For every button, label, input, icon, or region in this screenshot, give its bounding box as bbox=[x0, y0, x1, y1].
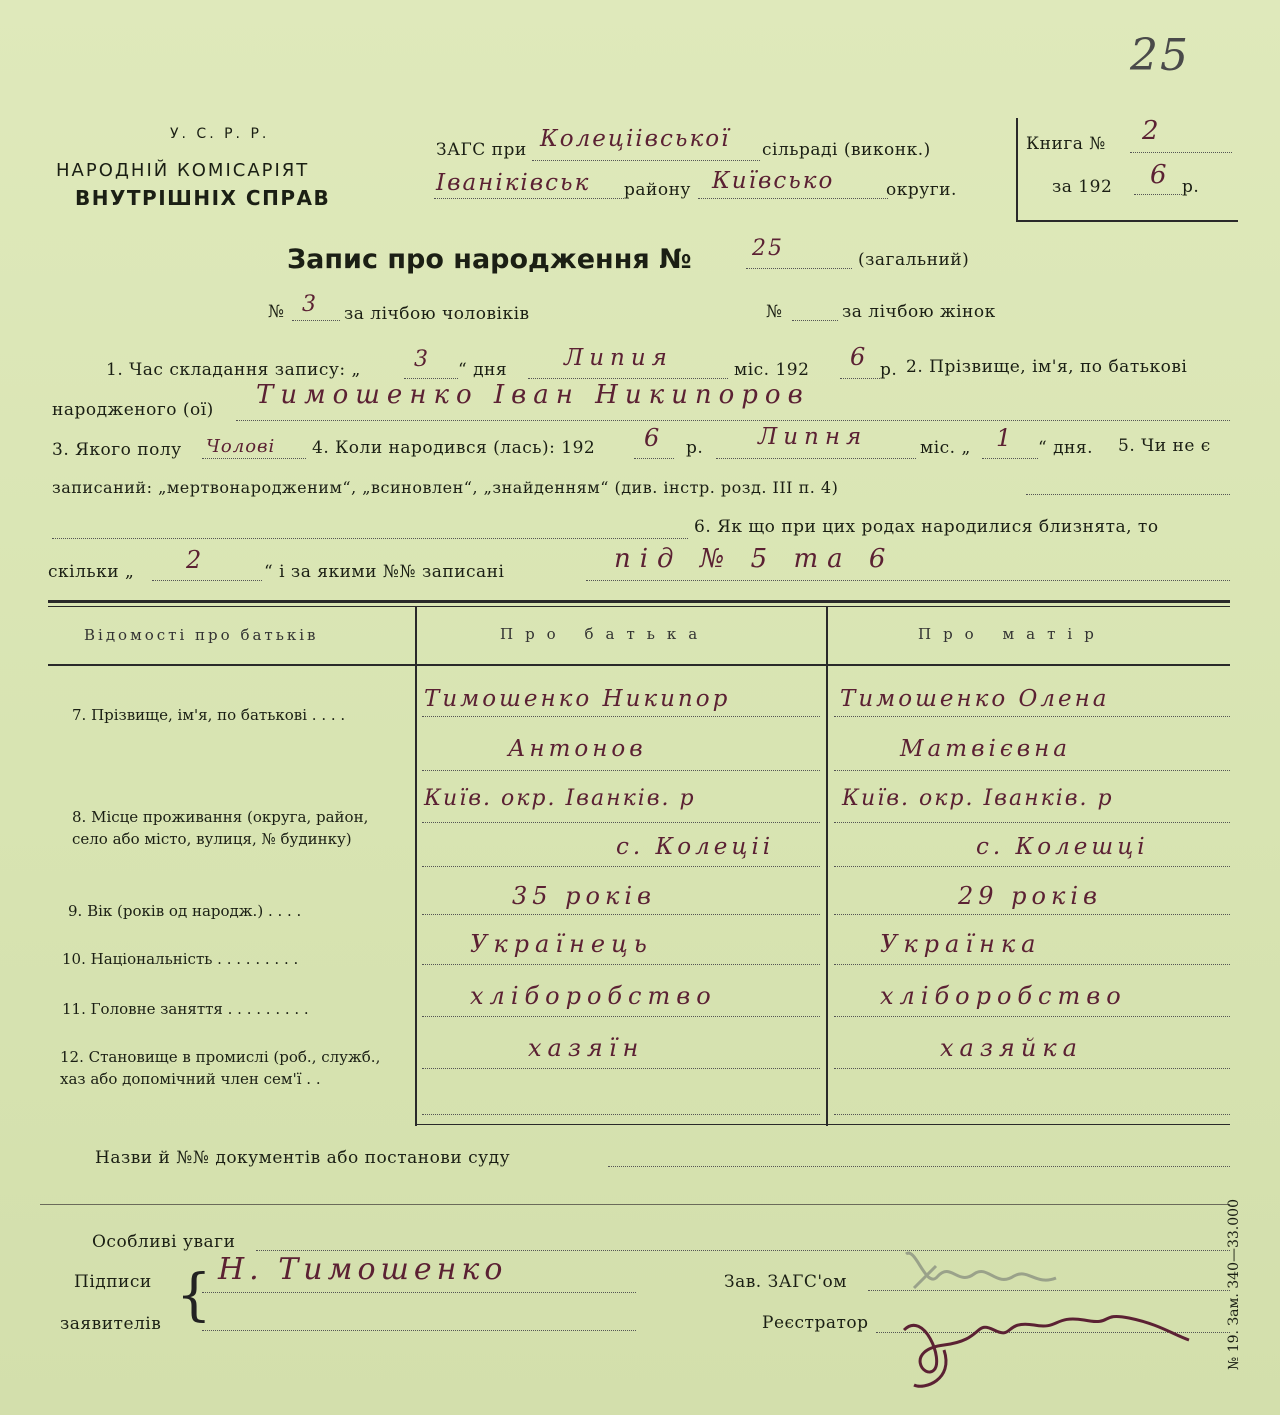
notes-label: Особливі уваги bbox=[92, 1232, 236, 1252]
women-number-line bbox=[792, 320, 838, 321]
department-label: ВНУТРІШНІХ СПРАВ bbox=[75, 186, 331, 210]
book-label: Книга № bbox=[1026, 134, 1106, 154]
commissariat-label: НАРОДНІЙ КОМІСАРІЯТ bbox=[56, 160, 310, 181]
print-code: № 19. Зам. 340—33.000 bbox=[1226, 1199, 1242, 1370]
father-nationality: Українець bbox=[470, 930, 653, 958]
men-suffix: за лічбою чоловіків bbox=[344, 304, 530, 324]
book-number: 2 bbox=[1142, 116, 1161, 146]
footer-divider bbox=[40, 1204, 1230, 1205]
twins-count: 2 bbox=[186, 546, 204, 574]
q1-day-line bbox=[404, 378, 458, 379]
record-number-line bbox=[746, 268, 852, 269]
q3-value-line bbox=[202, 458, 306, 459]
registrar-label: Реєстратор bbox=[762, 1313, 869, 1333]
q1-day-suffix: “ дня bbox=[458, 360, 508, 380]
mother-name-2: Матвієвна bbox=[900, 736, 1071, 762]
book-number-line bbox=[1130, 152, 1232, 153]
applicant-line-1 bbox=[202, 1292, 636, 1293]
row-label-nationality: 10. Національність . . . . . . . . . bbox=[62, 950, 299, 968]
q2-label: 2. Прізвище, ім'я, по батькові bbox=[906, 357, 1188, 377]
mother-status: хазяйка bbox=[940, 1034, 1083, 1062]
record-number: 25 bbox=[752, 236, 784, 261]
row-label-age: 9. Вік (років од народж.) . . . . bbox=[68, 902, 302, 920]
mother-name-1: Тимошенко Олена bbox=[840, 686, 1110, 712]
record-general: (загальний) bbox=[858, 250, 970, 270]
zags-okruha-suffix: округи. bbox=[886, 180, 957, 200]
q1-label: 1. Час складання запису: „ bbox=[106, 360, 361, 380]
row7-mother-line1 bbox=[834, 716, 1230, 717]
born-label: народженого (ої) bbox=[52, 400, 214, 420]
row10-father-line bbox=[422, 964, 820, 965]
documents-label: Назви й №№ документів або постанови суду bbox=[95, 1148, 511, 1168]
q1-year-suffix: р. bbox=[880, 360, 898, 380]
signatures-brace: { bbox=[176, 1263, 212, 1328]
row8-mother-line1 bbox=[834, 822, 1230, 823]
father-status: хазяїн bbox=[528, 1034, 645, 1062]
mother-residence-1: Київ. окр. Іванків. р bbox=[842, 786, 1114, 811]
documents-line bbox=[608, 1166, 1230, 1167]
table-top-rule bbox=[48, 600, 1230, 603]
women-suffix: за лічбою жінок bbox=[842, 302, 996, 322]
mother-residence-2: с. Колешці bbox=[976, 834, 1149, 860]
row9-mother-line bbox=[834, 914, 1230, 915]
applicants-label: заявителів bbox=[60, 1314, 162, 1334]
table-header-mother: Про матір bbox=[918, 625, 1106, 643]
zags-council: Колеціівської bbox=[540, 126, 731, 152]
zags-council-line bbox=[532, 160, 760, 161]
q1-month-line bbox=[528, 378, 728, 379]
men-number: 3 bbox=[302, 292, 318, 317]
q1-month: Липия bbox=[564, 345, 673, 371]
q4-day: 1 bbox=[996, 424, 1014, 452]
father-residence-1: Київ. окр. Іванків. р bbox=[424, 786, 696, 811]
notes-line bbox=[256, 1250, 1230, 1251]
mother-occupation: хліборобство bbox=[880, 982, 1127, 1010]
q4-month-suffix: міс. „ bbox=[920, 438, 971, 458]
father-name-2: Антонов bbox=[508, 736, 647, 762]
zags-okruha: Київсько bbox=[712, 168, 835, 194]
q4-label: 4. Коли народився (лась): 192 bbox=[312, 438, 596, 458]
row8-father-line1 bbox=[422, 822, 820, 823]
q4-year-suffix: р. bbox=[686, 438, 704, 458]
q4-day-line bbox=[982, 458, 1038, 459]
book-year-line bbox=[1134, 194, 1182, 195]
table-header-father: Про батька bbox=[500, 625, 710, 643]
table-top-rule-2 bbox=[48, 606, 1230, 607]
twins-numbers: під № 5 та 6 bbox=[614, 544, 895, 574]
men-label: № bbox=[268, 302, 285, 322]
row11-mother-line bbox=[834, 1016, 1230, 1017]
women-label: № bbox=[766, 302, 783, 322]
applicant-signature: Н. Тимошенко bbox=[218, 1252, 508, 1287]
record-title: Запис про народження № bbox=[287, 244, 692, 275]
q4-year-digit: 6 bbox=[644, 424, 662, 452]
row7-father-line1 bbox=[422, 716, 820, 717]
row10-mother-line bbox=[834, 964, 1230, 965]
twins-count-line bbox=[152, 580, 262, 581]
father-age: 35 років bbox=[512, 882, 656, 910]
q1-year-line bbox=[840, 378, 880, 379]
father-residence-2: с. Колеціі bbox=[616, 834, 775, 860]
applicant-line-2 bbox=[202, 1330, 636, 1331]
row-label-occupation: 11. Головне заняття . . . . . . . . . bbox=[62, 1000, 309, 1018]
table-header-rule bbox=[48, 664, 1230, 666]
mother-nationality: Українка bbox=[880, 930, 1042, 958]
q1-day: 3 bbox=[414, 347, 430, 372]
row11-father-line bbox=[422, 1016, 820, 1017]
row7-mother-line2 bbox=[834, 770, 1230, 771]
q5-text: записаний: „мертвонародженим“, „всиновлен“, „знайденням“ (див. інстр. розд. III п. 4) bbox=[52, 478, 839, 497]
book-year-label: за 192 bbox=[1052, 177, 1113, 197]
zags-council-suffix: сільраді (виконк.) bbox=[762, 140, 931, 160]
book-box-left bbox=[1016, 118, 1018, 222]
twins-numbers-line bbox=[586, 580, 1230, 581]
row12-father-line2 bbox=[422, 1114, 820, 1115]
q4-year-line bbox=[634, 458, 674, 459]
zags-district-suffix: району bbox=[624, 180, 691, 200]
zags-district-line bbox=[434, 198, 624, 199]
q1-year-digit: 6 bbox=[850, 343, 868, 371]
row12-mother-line2 bbox=[834, 1114, 1230, 1115]
father-occupation: хліборобство bbox=[470, 982, 717, 1010]
state-label: У. С. Р. Р. bbox=[170, 126, 270, 142]
row7-father-line2 bbox=[422, 770, 820, 771]
book-year-digit: 6 bbox=[1150, 160, 1169, 190]
table-col-divider-2 bbox=[826, 606, 828, 1126]
q4-month-line bbox=[716, 458, 916, 459]
table-header-info: Відомості про батьків bbox=[84, 626, 319, 644]
row-label-name: 7. Прізвище, ім'я, по батькові . . . . bbox=[72, 706, 346, 724]
q6-label: 6. Як що при цих родах народилися близнята, то bbox=[694, 517, 1159, 537]
row12-father-line1 bbox=[422, 1068, 820, 1069]
q4-day-suffix: “ дня. bbox=[1038, 438, 1094, 458]
zags-okruha-line bbox=[698, 198, 888, 199]
row12-mother-line1 bbox=[834, 1068, 1230, 1069]
born-name-line bbox=[236, 420, 1230, 421]
q3-label: 3. Якого полу bbox=[52, 440, 182, 460]
father-name-1: Тимошенко Никипор bbox=[424, 686, 731, 712]
table-bottom-rule bbox=[415, 1124, 1230, 1125]
q1-year-label: міс. 192 bbox=[734, 360, 810, 380]
registrar-signature-image bbox=[884, 1290, 1204, 1400]
q4-month: Липня bbox=[758, 424, 868, 450]
men-number-line bbox=[292, 320, 340, 321]
mother-age: 29 років bbox=[958, 882, 1102, 910]
page-number: 25 bbox=[1130, 30, 1190, 81]
row8-mother-line2 bbox=[834, 866, 1230, 867]
row-label-status: 12. Становище в промислі (роб., служб., хаз або допомічний член сем'ї . . bbox=[60, 1048, 381, 1088]
head-label: Зав. ЗАГС'ом bbox=[724, 1272, 847, 1292]
twins-prefix: скільки „ bbox=[48, 562, 135, 582]
book-year-suffix: р. bbox=[1182, 177, 1200, 197]
zags-prefix: ЗАГС при bbox=[436, 140, 527, 160]
q5-line-2 bbox=[52, 538, 688, 539]
q5-label: 5. Чи не є bbox=[1118, 436, 1211, 456]
row-label-residence: 8. Місце проживання (округа, район, село або місто, вулиця, № будинку) bbox=[72, 808, 369, 848]
zags-district: Іваніківськ bbox=[436, 170, 591, 196]
twins-mid: “ і за якими №№ записані bbox=[264, 562, 505, 582]
head-signature-image bbox=[896, 1236, 1066, 1296]
q3-value: Чолові bbox=[206, 436, 276, 457]
table-col-divider-1 bbox=[415, 606, 417, 1126]
row9-father-line bbox=[422, 914, 820, 915]
row8-father-line2 bbox=[422, 866, 820, 867]
signatures-label: Підписи bbox=[74, 1272, 152, 1292]
q5-line bbox=[1026, 494, 1230, 495]
book-box-bottom bbox=[1016, 220, 1238, 222]
born-name: Тимошенко Іван Никипоров bbox=[256, 380, 810, 410]
